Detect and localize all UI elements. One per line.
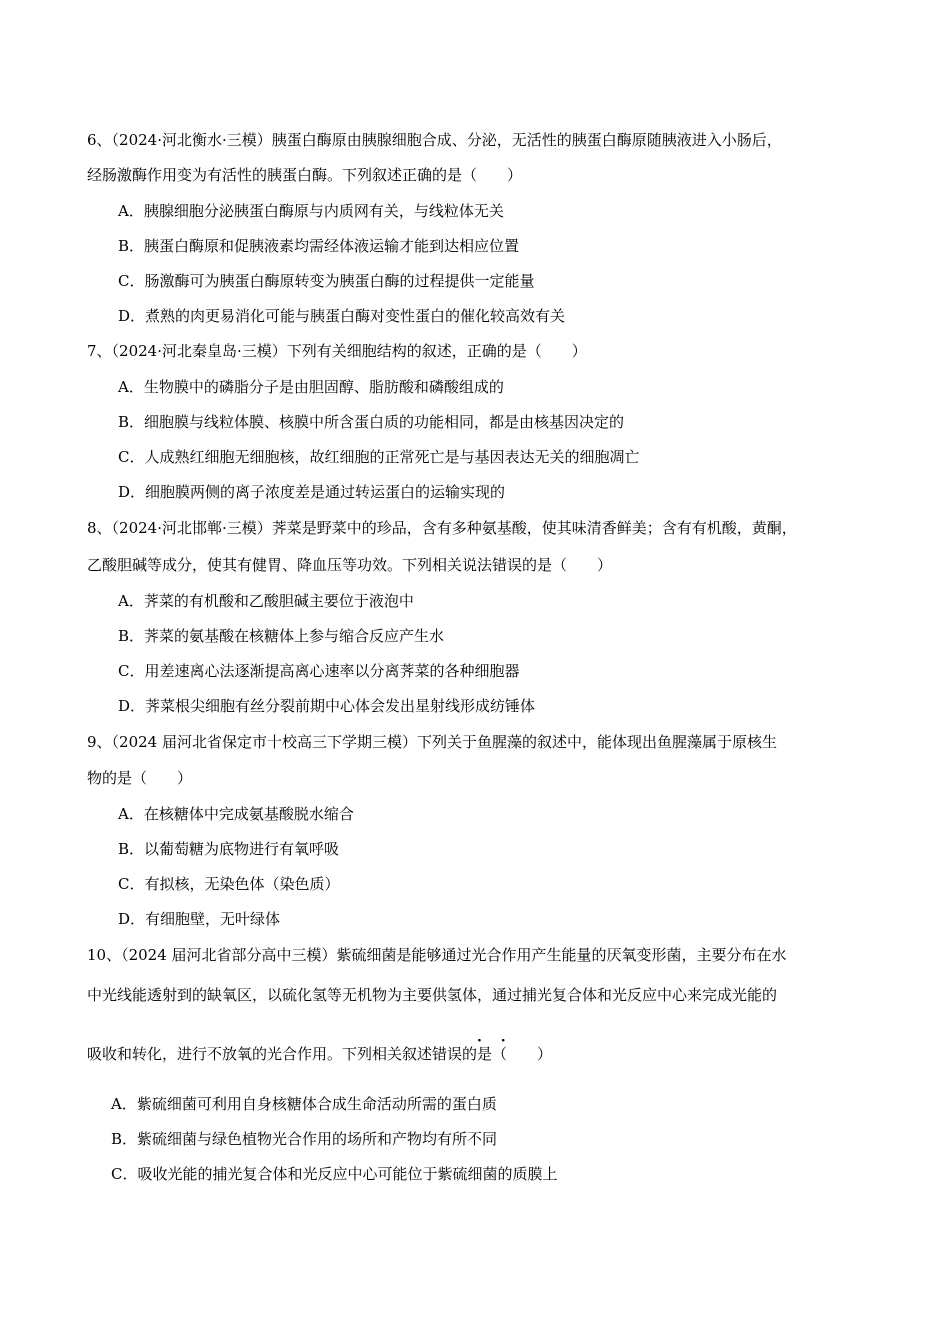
question-8-line-1: 8、（2024·河北邯郸·三模）荠菜是野菜中的珍品，含有多种氨基酸，使其味清香鲜美；含有有机酸，黄酮，	[87, 519, 797, 537]
emphasis-marks: · ·	[477, 1033, 513, 1049]
question-10-option-c: C．吸收光能的捕光复合体和光反应中心可能位于紫硫细菌的质膜上	[111, 1165, 558, 1183]
question-10-line-1: 10、（2024 届河北省部分高中三模）紫硫细菌是能够通过光合作用产生能量的厌氧变形菌，主要分布在水	[87, 946, 787, 964]
question-10-line-3: 吸收和转化，进行不放氧的光合作用。下列相关叙述错误的是（ ）	[87, 1045, 553, 1063]
question-8-option-b: B．荠菜的氨基酸在核糖体上参与缩合反应产生水	[118, 627, 445, 645]
question-9-line-2: 物的是（ ）	[87, 769, 193, 787]
question-6-option-b: B．胰蛋白酶原和促胰液素均需经体液运输才能到达相应位置	[118, 237, 520, 255]
question-8-option-c: C．用差速离心法逐渐提高离心速率以分离荠菜的各种细胞器	[118, 662, 520, 680]
question-8-option-d: D．荠菜根尖细胞有丝分裂前期中心体会发出星射线形成纺锤体	[118, 697, 536, 715]
question-7-option-a: A．生物膜中的磷脂分子是由胆固醇、脂肪酸和磷酸组成的	[118, 378, 504, 396]
question-6-line-2: 经肠激酶作用变为有活性的胰蛋白酶。下列叙述正确的是（ ）	[87, 166, 523, 184]
question-6-option-c: C．肠激酶可为胰蛋白酶原转变为胰蛋白酶的过程提供一定能量	[118, 272, 535, 290]
question-6-line-1: 6、（2024·河北衡水·三模）胰蛋白酶原由胰腺细胞合成、分泌，无活性的胰蛋白酶原随胰液进入小肠后，	[87, 131, 782, 149]
question-7-option-c: C．人成熟红细胞无细胞核，故红细胞的正常死亡是与基因表达无关的细胞凋亡	[118, 448, 640, 466]
question-8-line-2: 乙酸胆碱等成分，使其有健胃、降血压等功效。下列相关说法错误的是（ ）	[87, 556, 613, 574]
question-10-line-2: 中光线能透射到的缺氧区，以硫化氢等无机物为主要供氢体，通过捕光复合体和光反应中心来完成光能的	[87, 986, 778, 1004]
question-8-option-a: A．荠菜的有机酸和乙酸胆碱主要位于液泡中	[118, 592, 414, 610]
question-9-option-a: A．在核糖体中完成氨基酸脱水缩合	[118, 805, 354, 823]
question-7-line-1: 7、（2024·河北秦皇岛·三模）下列有关细胞结构的叙述，正确的是（ ）	[87, 342, 587, 360]
question-9-option-d: D．有细胞壁，无叶绿体	[118, 910, 281, 928]
question-7-option-b: B．细胞膜与线粒体膜、核膜中所含蛋白质的功能相同，都是由核基因决定的	[118, 413, 625, 431]
question-10-option-b: B．紫硫细菌与绿色植物光合作用的场所和产物均有所不同	[111, 1130, 498, 1148]
question-9-line-1: 9、（2024 届河北省保定市十校高三下学期三模）下列关于鱼腥藻的叙述中，能体现出鱼腥藻属于原核生	[87, 733, 777, 751]
question-9-option-b: B．以葡萄糖为底物进行有氧呼吸	[118, 840, 340, 858]
question-6-option-d: D．煮熟的肉更易消化可能与胰蛋白酶对变性蛋白的催化较高效有关	[118, 307, 566, 325]
question-9-option-c: C．有拟核，无染色体（染色质）	[118, 875, 340, 893]
question-10-option-a: A．紫硫细菌可利用自身核糖体合成生命活动所需的蛋白质	[111, 1095, 497, 1113]
question-7-option-d: D．细胞膜两侧的离子浓度差是通过转运蛋白的运输实现的	[118, 483, 506, 501]
question-6-option-a: A．胰腺细胞分泌胰蛋白酶原与内质网有关，与线粒体无关	[118, 202, 504, 220]
